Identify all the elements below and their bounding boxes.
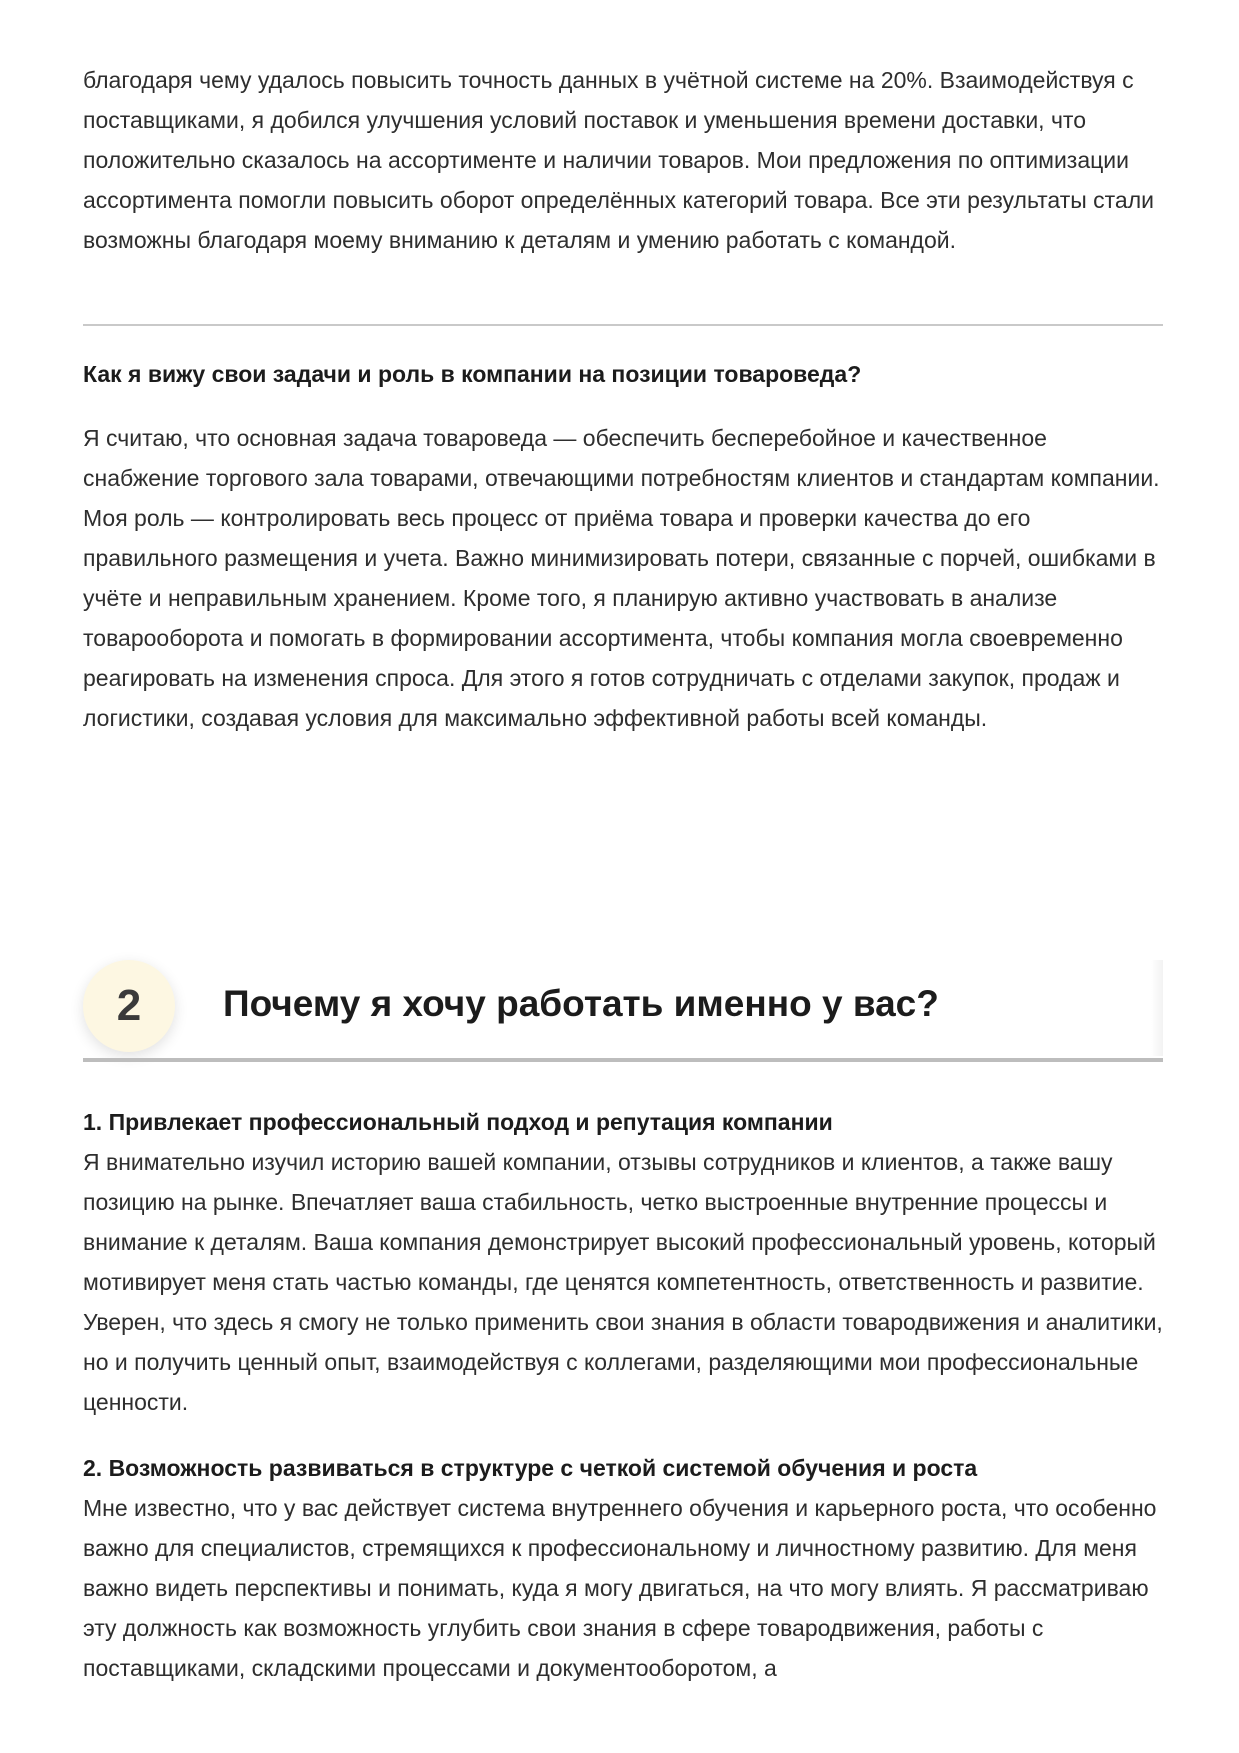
question-heading: Как я вижу свои задачи и роль в компании на позиции товароведа? [83,361,862,387]
question-body: Я считаю, что основная задача товароведа — обеспечить бесперебойное и качественное снабжение торгового зала товарами, отвечающими потребностям клиентов и стандартам компании. Моя роль — контролировать весь процесс от приёма товара и проверки качества до его правильного размещения и учета. Важно минимизировать потери, связанные с порчей, ошибками в учёте и неправильным хранением. Кроме того, я планирую активно участвовать в анализе товарооборота и помогать в формировании ассортимента, чтобы компания могла своевременно реагировать на изменения спроса. Для этого я готов сотрудничать с отделами закупок, продаж и логистики, создавая условия для максимально эффективной работы всей команды. [83,425,1160,731]
section-underline [83,1058,1163,1062]
item-body: Мне известно, что у вас действует система внутреннего обучения и карьерного роста, что особенно важно для специалистов, стремящихся к профессиональному и личностному развитию. Для меня важно видеть перспективы и понимать, куда я могу двигаться, на что могу влиять. Я рассматриваю эту должность как возможность углубить свои знания в сфере товародвижения, работы с поставщиками, складскими процессами и документооборотом, а [83,1495,1157,1681]
section-title: Почему я хочу работать именно у вас? [223,983,939,1024]
section-number-badge: 2 [83,960,175,1052]
item-body: Я внимательно изучил историю вашей компании, отзывы сотрудников и клиентов, а также вашу позицию на рынке. Впечатляет ваша стабильность, четко выстроенные внутренние процессы и внимание к деталям. Ваша компания демонстрирует высокий профессиональный уровень, который мотивирует меня стать частью команды, где ценятся компетентность, ответственность и развитие. Уверен, что здесь я смогу не только применить свои знания в области товародвижения и аналитики, но и получить ценный опыт, взаимодействуя с коллегами, разделяющими мои профессиональные ценности. [83,1149,1163,1415]
header-shadow [1151,960,1163,1056]
divider [83,324,1163,326]
item-title: 1. Привлекает профессиональный подход и репутация компании [83,1109,833,1135]
reasons-list [83,1102,1163,1714]
list-item [83,1448,1163,1688]
item-title: 2. Возможность развиваться в структуре с четкой системой обучения и роста [83,1455,978,1481]
section-header [83,960,1163,1062]
list-item [83,1102,1163,1422]
intro-paragraph: благодаря чему удалось повысить точность данных в учётной системе на 20%. Взаимодействуя с поставщиками, я добился улучшения условий поставок и уменьшения времени доставки, что положительно сказалось на ассортименте и наличии товаров. Мои предложения по оптимизации ассортимента помогли повысить оборот определённых категорий товара. Все эти результаты стали возможны благодаря моему вниманию к деталям и умению работать с командой. [83,67,1154,253]
